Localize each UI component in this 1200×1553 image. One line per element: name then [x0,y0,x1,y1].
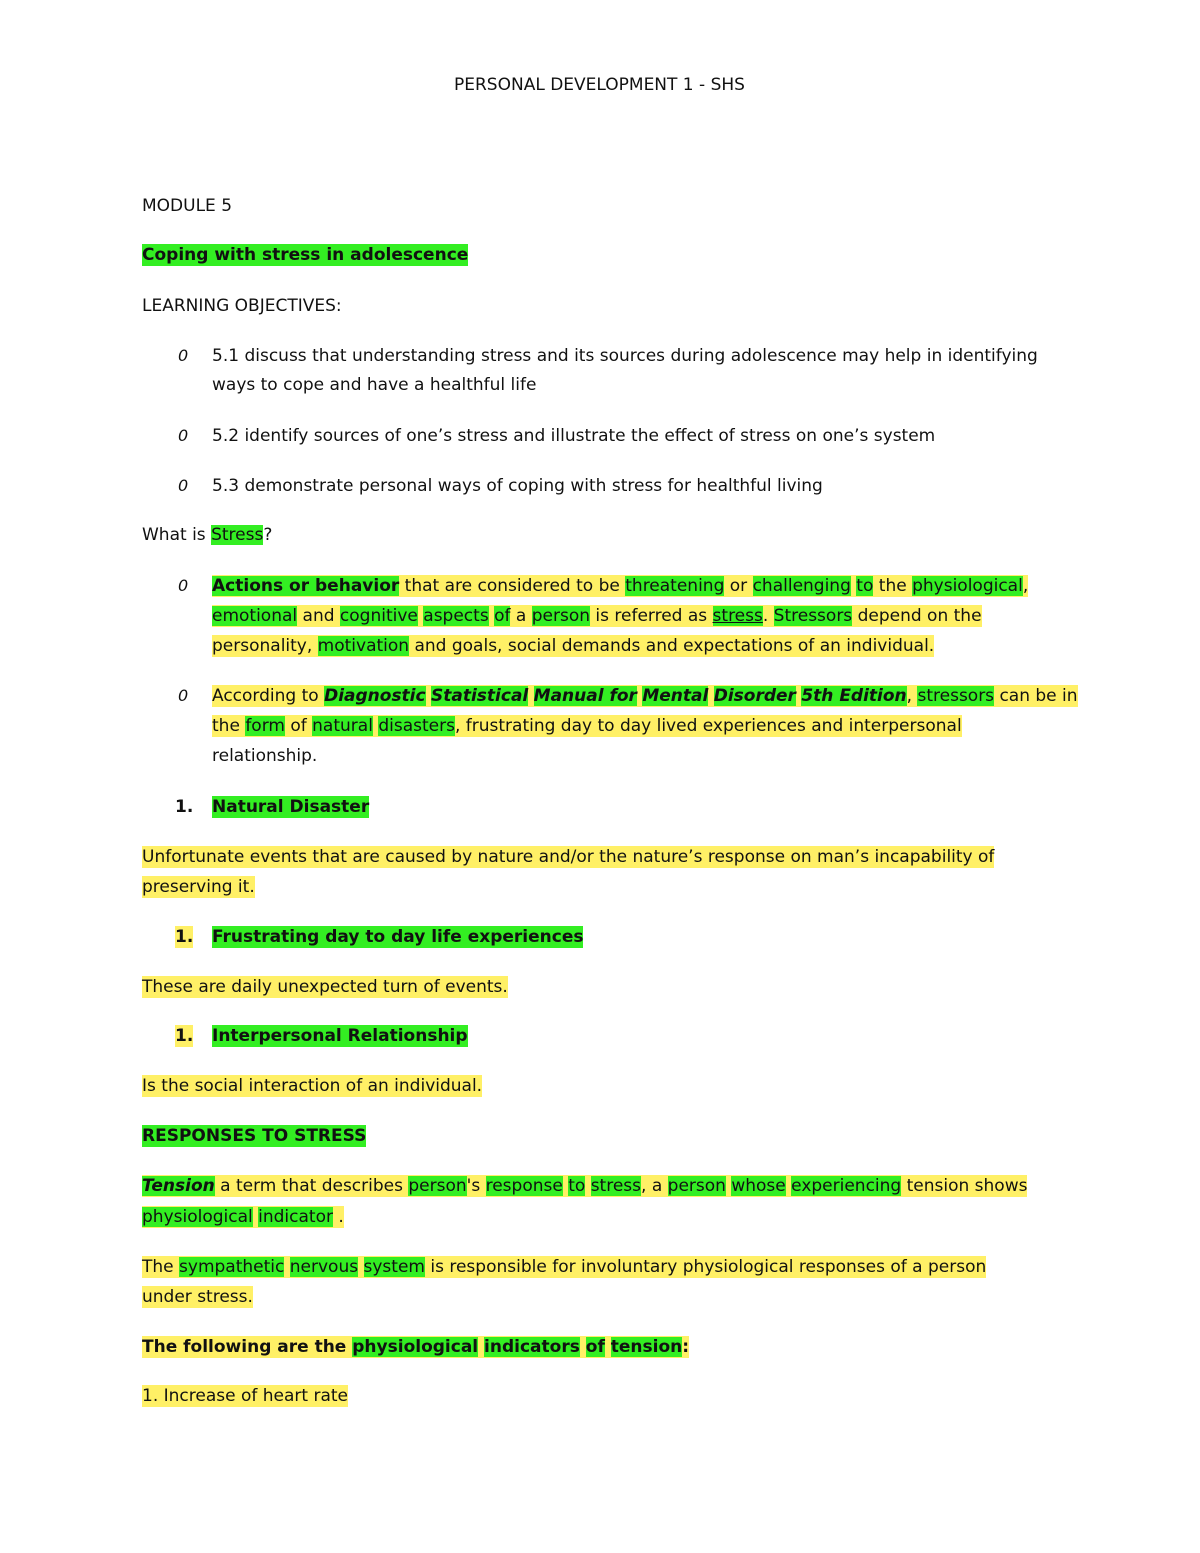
text: tension shows [901,1176,1028,1196]
highlight-word: physiological [912,576,1023,596]
text: Frustrating [212,927,320,947]
text: is responsible for involuntary physiological responses of a person [424,1257,987,1277]
highlight-word: experiencing [791,1176,902,1196]
highlight-word: threatening [625,576,725,596]
indicators-heading [142,1336,689,1358]
text: , [906,686,918,706]
highlight-word: whose [731,1176,786,1196]
what-is-stress [142,524,272,546]
highlight-word: stress [712,606,763,626]
text: of [284,716,313,736]
list-number: 1. [175,927,194,947]
highlight-word: behavior [315,576,400,596]
highlight-word: indicators [484,1337,580,1357]
section-heading-interpersonal: Interpersonal Relationship [212,1026,468,1046]
highlight-word: of [494,606,511,626]
highlight-word: Statistical [431,686,529,706]
text: the [873,576,913,596]
objective-1-line-2: ways to cope and have a healthful life [212,375,537,395]
interpersonal-text: Is the social interaction of an individual. [142,1076,483,1096]
text: 's [466,1176,486,1196]
indicator-item-1: 1. Increase of heart rate [142,1386,349,1406]
highlight-word: person [408,1176,467,1196]
text: personality, [212,636,318,656]
objective-1-line-1 [212,345,1038,367]
text: can be in [994,686,1078,706]
text: The [142,1257,180,1277]
highlight-word: form [245,716,285,736]
highlight-word: emotional [212,606,298,626]
dsm-line-1 [212,685,1078,707]
page-header: PERSONAL DEVELOPMENT 1 - SHS [454,75,745,95]
highlight-word: Stressors [773,606,853,626]
text: depend on the [852,606,982,626]
highlight-word: person [667,1176,726,1196]
text: : [682,1337,690,1357]
list-number: 1. [175,797,194,817]
objective-number: 5.2 [212,426,240,446]
objective-text: demonstrate personal ways of coping with stress for healthful living [244,476,823,496]
highlight-word: sympathetic [179,1257,285,1277]
highlight-word: Actions [212,576,284,596]
objective-number: 5.1 [212,346,240,366]
bullet-icon: 0 [178,426,189,445]
highlight-word: Disorder [713,686,796,706]
text: and goals, social demands and expectations of an individual. [409,636,935,656]
tension-line-1 [142,1175,1027,1197]
objective-3 [212,475,823,497]
highlight-word: person [531,606,590,626]
definition-line-3 [212,635,934,657]
highlight-word: Mental [642,686,709,706]
text: the [212,716,246,736]
highlight-word: natural [312,716,373,736]
text: day to day life experiences [319,927,584,947]
highlight-word: Manual for [533,686,637,706]
highlight-word: stressors [917,686,995,706]
section-heading-frustrating [212,926,583,948]
highlight-word: tension [610,1337,683,1357]
definition-line-2 [212,605,982,627]
text: and [297,606,340,626]
highlight-word: Tension [142,1176,215,1196]
text: that are considered to be [399,576,626,596]
list-number: 1. [175,1026,194,1046]
objective-2 [212,425,935,447]
text: . [762,606,774,626]
objective-text: discuss that understanding stress and its sources during adolescence may help in identifying [244,346,1038,366]
highlight-word: cognitive [339,606,418,626]
text: ? [263,525,273,545]
natural-disaster-line-1: Unfortunate events that are caused by nature and/or the nature’s response on man’s incapability of [142,847,995,867]
highlight-word: 5th Edition [801,686,907,706]
text: , frustrating day to day lived experiences and interpersonal [454,716,962,736]
tension-line-2 [142,1206,344,1228]
text: is referred as [590,606,713,626]
text: a term that describes [214,1176,409,1196]
responses-heading: RESPONSES TO STRESS [142,1126,367,1146]
text: . [332,1207,344,1227]
module-title: Coping with stress in adolescence [142,245,469,265]
definition-line-1 [212,575,1028,597]
highlight-word: Stress [211,525,264,545]
text: , a [641,1176,668,1196]
highlight-word: challenging [752,576,851,596]
text: The following are the [142,1337,353,1357]
highlight-word: physiological [352,1337,479,1357]
sympathetic-line-2: under stress. [142,1287,253,1307]
natural-disaster-line-2: preserving it. [142,877,255,897]
text: , [1022,576,1029,596]
bullet-icon: 0 [178,686,189,705]
bullet-icon: 0 [178,476,189,495]
objective-text: identify sources of one’s stress and illustrate the effect of stress on one’s system [244,426,936,446]
objective-number: 5.3 [212,476,240,496]
bullet-icon: 0 [178,346,189,365]
highlight-word: indicator [258,1207,333,1227]
highlight-word: aspects [423,606,489,626]
highlight-word: nervous [289,1257,359,1277]
highlight-word: of [585,1337,605,1357]
highlight-word: stress [590,1176,642,1196]
highlight-word: physiological [142,1207,253,1227]
highlight-word: motivation [317,636,410,656]
highlight-word: to [856,576,874,596]
highlight-word: Diagnostic [324,686,426,706]
highlight-word: to [568,1176,586,1196]
frustrating-text: These are daily unexpected turn of events. [142,977,508,997]
highlight-word: system [363,1257,425,1277]
module-label: MODULE 5 [142,196,233,216]
text: According to [212,686,325,706]
text: or [724,576,753,596]
highlight-word: disasters [378,716,455,736]
bullet-icon: 0 [178,576,189,595]
section-heading-natural-disaster: Natural Disaster [212,797,370,817]
text: a [510,606,532,626]
objectives-heading: LEARNING OBJECTIVES: [142,296,342,316]
highlight-word: or [289,576,310,596]
dsm-line-2 [212,715,962,737]
highlight-word: response [485,1176,563,1196]
dsm-line-3: relationship. [212,746,318,766]
sympathetic-line-1 [142,1256,986,1278]
text: What is [142,525,212,545]
